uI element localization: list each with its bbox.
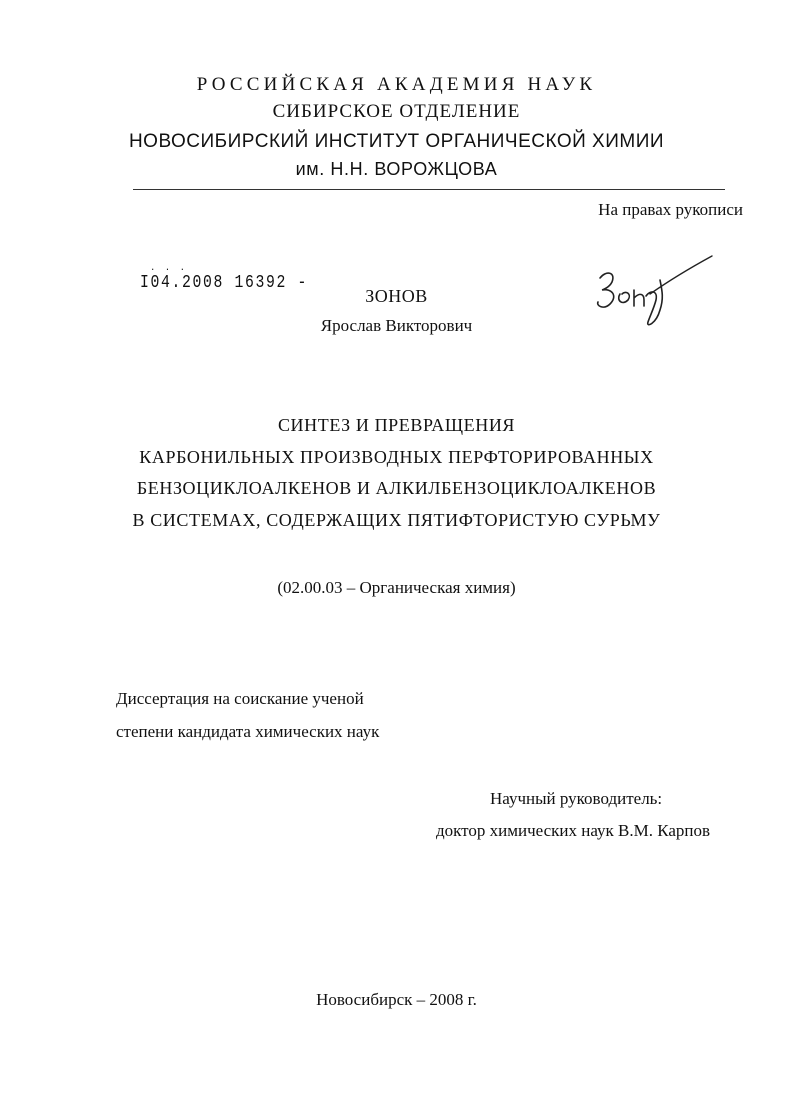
degree-line: Диссертация на соискание ученой xyxy=(116,689,364,708)
author-signature xyxy=(590,250,720,330)
author-surname: ЗОНОВ xyxy=(365,286,428,306)
institute-named-after: им. Н.Н. ВОРОЖЦОВА xyxy=(295,159,498,179)
header-divider xyxy=(133,189,725,190)
rights-note: На правах рукописи xyxy=(598,200,743,219)
degree-statement xyxy=(116,682,379,748)
title-line: БЕНЗОЦИКЛОАЛКЕНОВ И АЛКИЛБЕНЗОЦИКЛОАЛКЕНОВ xyxy=(136,478,657,498)
dissertation-title xyxy=(0,410,793,536)
academy-name: РОССИЙСКАЯ АКАДЕМИЯ НАУК xyxy=(196,74,597,95)
institute-name: НОВОСИБИРСКИЙ ИНСТИТУТ ОРГАНИЧЕСКОЙ ХИМИИ xyxy=(128,131,665,152)
supervisor-label: Научный руководитель: xyxy=(490,789,663,808)
place-and-year: Новосибирск – 2008 г. xyxy=(316,990,477,1009)
supervisor-name: доктор химических наук В.М. Карпов xyxy=(436,821,711,840)
title-line: СИНТЕЗ И ПРЕВРАЩЕНИЯ xyxy=(277,415,516,435)
degree-line: степени кандидата химических наук xyxy=(116,722,380,741)
title-line: КАРБОНИЛЬНЫХ ПРОИЗВОДНЫХ ПЕРФТОРИРОВАННЫХ xyxy=(139,446,654,467)
author-given-names: Ярослав Викторович xyxy=(320,316,473,335)
specialty-code: (02.00.03 – Органическая химия) xyxy=(277,578,516,597)
stamp-marks: · · · xyxy=(150,265,188,275)
title-line: В СИСТЕМАХ, СОДЕРЖАЩИХ ПЯТИФТОРИСТУЮ СУРЬМУ xyxy=(132,509,661,530)
division-name: СИБИРСКОЕ ОТДЕЛЕНИЕ xyxy=(272,101,521,122)
library-stamp-number: I04.2008 16392 - xyxy=(140,273,308,293)
